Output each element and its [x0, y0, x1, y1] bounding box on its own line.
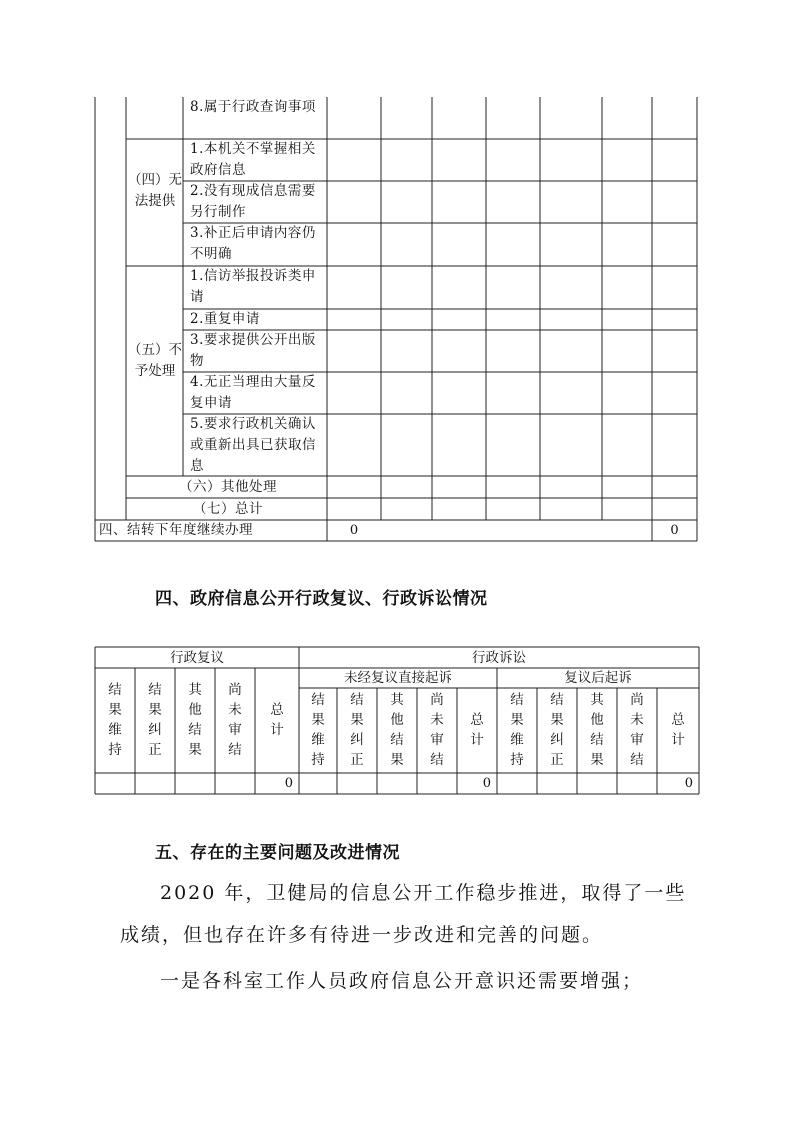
review-pending: 尚未审结 — [228, 682, 242, 758]
header-after-review: 复议后起诉 — [564, 670, 632, 686]
row-reconfirm: 5.要求行政机关确认或重新出具已获取信息 — [190, 416, 316, 474]
review-upheld: 结果维持 — [108, 682, 122, 758]
row-publication: 3.要求提供公开出版物 — [190, 332, 316, 369]
review-total: 总计 — [270, 702, 284, 738]
row-repeat: 2.重复申请 — [190, 311, 260, 327]
after-pending: 尚未审结 — [630, 692, 644, 768]
paragraph-1-line-1: 2020 年，卫健局的信息公开工作稳步推进，取得了一些 — [160, 882, 687, 904]
row-other-processing: （六）其他处理 — [179, 479, 277, 495]
row-mass-repeat: 4.无正当理由大量反复申请 — [190, 374, 316, 411]
header-admin-litigation: 行政诉讼 — [472, 650, 526, 666]
carry-over-first-value: 0 — [349, 523, 359, 538]
row-not-held: 1.本机关不掌握相关政府信息 — [190, 141, 316, 178]
direct-corrected: 结果纠正 — [350, 692, 364, 768]
direct-total: 总计 — [470, 712, 484, 748]
after-upheld: 结果维持 — [510, 692, 524, 768]
review-total-value: 0 — [284, 776, 293, 791]
after-total: 总计 — [671, 712, 685, 748]
header-direct-suit: 未经复议直接起诉 — [344, 670, 452, 686]
paragraph-2: 一是各科室工作人员政府信息公开意识还需要增强； — [160, 970, 644, 992]
row-carry-over: 四、结转下年度继续办理 — [99, 522, 253, 538]
carry-over-last-value: 0 — [670, 523, 679, 538]
header-admin-review: 行政复议 — [170, 650, 224, 666]
section4-heading: 四、政府信息公开行政复议、行政诉讼情况 — [155, 589, 488, 609]
review-corrected: 结果纠正 — [148, 682, 162, 758]
review-other: 其他结果 — [188, 682, 202, 758]
after-total-value: 0 — [684, 776, 693, 791]
after-corrected: 结果纠正 — [550, 692, 564, 768]
direct-other: 其他结果 — [390, 692, 404, 768]
row-still-unclear: 3.补正后申请内容仍不明确 — [190, 225, 316, 262]
category-cannot-provide: （四）无法提供 — [128, 172, 182, 209]
row-petition: 1.信访举报投诉类申请 — [190, 268, 316, 305]
category-not-processed: （五）不予处理 — [128, 342, 182, 379]
row-total: （七）总计 — [193, 501, 263, 517]
row-query-matter: 8.属于行政查询事项 — [190, 99, 316, 115]
row-needs-production: 2.没有现成信息需要另行制作 — [190, 183, 316, 220]
paragraph-1-line-2: 成绩，但也存在许多有待进一步改进和完善的问题。 — [120, 924, 604, 946]
direct-pending: 尚未审结 — [430, 692, 444, 768]
direct-upheld: 结果维持 — [311, 692, 325, 768]
after-other: 其他结果 — [590, 692, 604, 768]
direct-total-value: 0 — [482, 776, 491, 791]
section5-heading: 五、存在的主要问题及改进情况 — [155, 843, 400, 863]
